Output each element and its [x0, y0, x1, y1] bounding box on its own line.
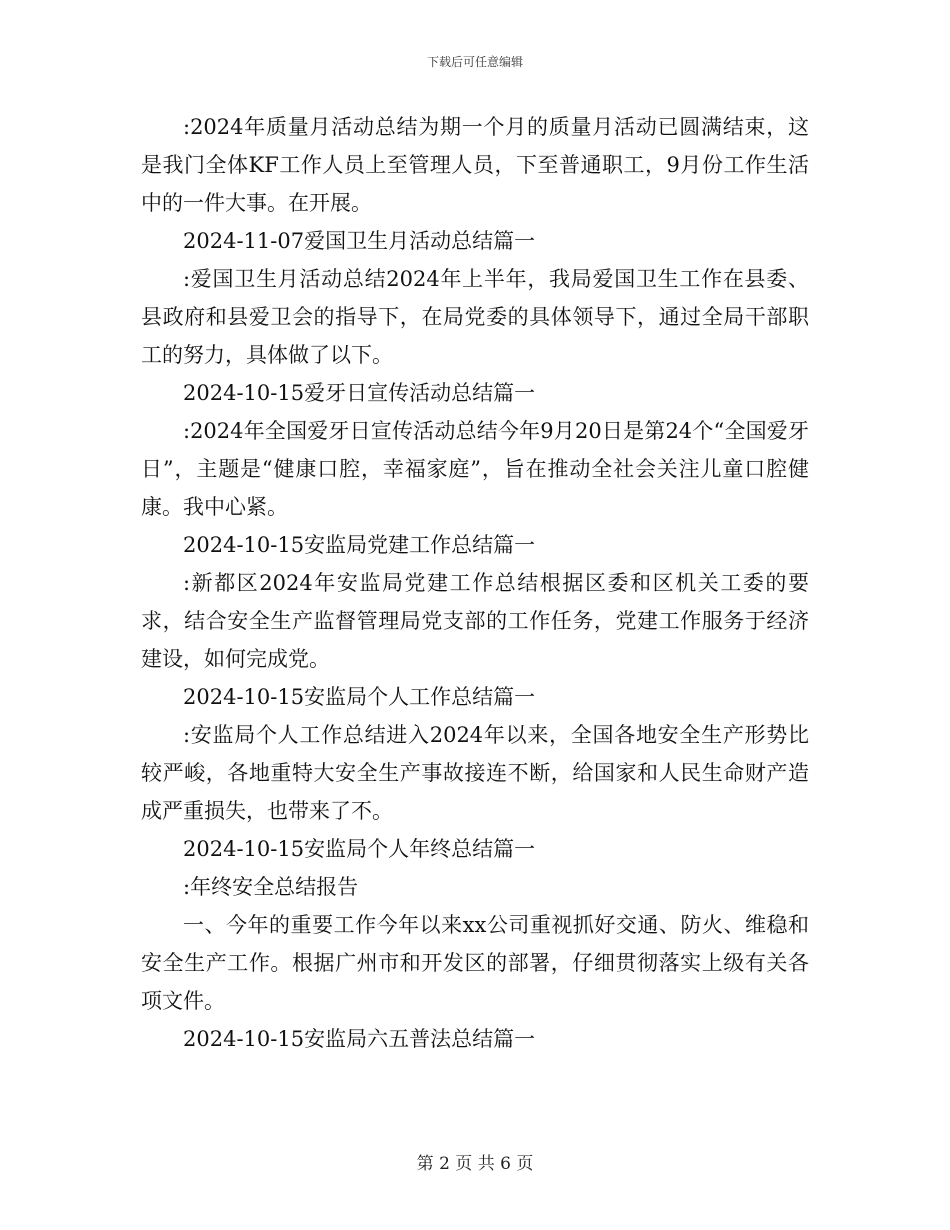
paragraph: :2024年全国爱牙日宣传活动总结今年9月20日是第24个“全国爱牙日”，主题是“健康口腔，幸福家庭”，旨在推动全社会关注儿童口腔健康。我中心紧。: [141, 419, 809, 519]
article-title: 2024-10-15安监局六五普法总结篇一: [183, 1027, 536, 1051]
paragraph: :年终安全总结报告: [183, 875, 359, 899]
article-title: 2024-10-15爱牙日宣传活动总结篇一: [183, 381, 536, 405]
article-title: 2024-11-07爱国卫生月活动总结篇一: [183, 229, 536, 253]
article-title: 2024-10-15安监局个人工作总结篇一: [183, 685, 536, 709]
article-title: 2024-10-15安监局个人年终总结篇一: [183, 837, 536, 861]
page-number: 第 2 页 共 6 页: [416, 1154, 534, 1174]
paragraph: :爱国卫生月活动总结2024年上半年，我局爱国卫生工作在县委、县政府和县爱卫会的指导下，在局党委的具体领导下，通过全局干部职工的努力，具体做了以下。: [141, 267, 809, 367]
page-header: 下载后可任意编辑: [426, 55, 523, 69]
paragraph: :2024年质量月活动总结为期一个月的质量月活动已圆满结束，这是我门全体KF工作人员上至管理人员，下至普通职工，9月份工作生活中的一件大事。在开展。: [141, 115, 809, 215]
document-body: [141, 108, 809, 1058]
paragraph: :新都区2024年安监局党建工作总结根据区委和区机关工委的要求，结合安全生产监督管理局党支部的工作任务，党建工作服务于经济建设，如何完成党。: [141, 571, 809, 671]
article-title: 2024-10-15安监局党建工作总结篇一: [183, 533, 536, 557]
paragraph: :安监局个人工作总结进入2024年以来，全国各地安全生产形势比较严峻，各地重特大安全生产事故接连不断，给国家和人民生命财产造成严重损失，也带来了不。: [141, 723, 809, 823]
paragraph: 一、今年的重要工作今年以来xx公司重视抓好交通、防火、维稳和安全生产工作。根据广州市和开发区的部署，仔细贯彻落实上级有关各项文件。: [141, 913, 809, 1013]
